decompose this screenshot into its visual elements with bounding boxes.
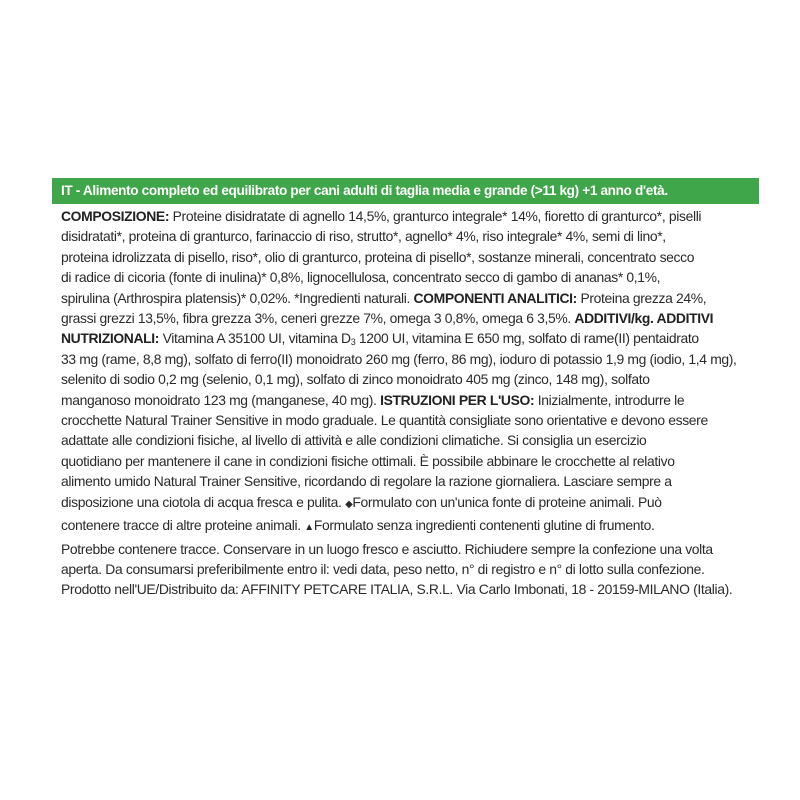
additives-heading-1: ADDITIVI/kg. ADDITIVI [574,310,714,327]
composition-line-3: proteina idrolizzata di pisello, riso*, olio di granturco, proteina di pisello*, sostanze minerali, concentrato secco [61,248,695,265]
additives-line-3: selenito di sodio 0,2 mg (selenio, 0,1 mg), solfato di zinco monoidrato 405 mg (zinco, 148 mg), solfato [61,371,650,388]
subscript-3: 3 [350,337,356,348]
composition-line-5 [61,288,759,308]
instructions-text-6b: Formulato con un'unica fonte di proteine animali. Può [352,493,662,510]
instructions-line-8: Potrebbe contenere tracce. Conservare in un luogo fresco e asciutto. Richiudere sempre la confezione una volta [61,540,713,557]
instructions-text-1: Inizialmente, introdurre le [534,391,685,408]
instructions-line-2: crocchette Natural Trainer Sensitive in modo graduale. Le quantità consigliate sono orientative e devono essere [61,412,708,429]
composition-text-5: spirulina (Arthrospira platensis)* 0,02%. *Ingredienti naturali. [61,289,414,306]
instructions-line-7 [61,515,759,538]
instructions-line-3: adattate alle condizioni fisiche, al livello di attività e alle condizioni climatiche. Si consiglia un esercizio [61,432,647,449]
additives-heading-2: NUTRIZIONALI: [61,330,160,347]
analytical-heading: COMPONENTI ANALITICI: [413,289,577,306]
additives-line-4 [61,390,759,410]
instructions-text-7a: contenere tracce di altre proteine animali. [61,517,305,534]
composition-line-4: di radice di cicoria (fonte di inulina)* 0,8%, lignocellulosa, concentrato secco di gambo di ananas* 0,1%, [61,269,661,286]
header-text: IT - Alimento completo ed equilibrato per cani adulti di taglia media e grande (>11 kg) +1 anno d'età. [61,183,668,198]
composition-text-1: Proteine disidratate di agnello 14,5%, granturco integrale* 14%, fioretto di granturco*, piselli [169,208,702,224]
instructions-line-9: aperta. Da consumarsi preferibilmente entro il: vedi data, peso netto, n° di registro e n° di lotto sulla confezione. [61,560,705,577]
composition-heading: COMPOSIZIONE: [61,208,170,224]
analytical-text-2: grassi grezzi 13,5%, fibra grezza 3%, ceneri grezze 7%, omega 3 0,8%, omega 6 3,5%. [61,310,575,327]
label-body [52,204,759,600]
product-label [52,178,759,600]
additives-line-1 [61,328,759,348]
triangle-icon: ▲ [304,522,314,534]
instructions-heading: ISTRUZIONI PER L'USO: [380,391,535,408]
additives-text-1b: 1200 UI, vitamina E 650 mg, solfato di rame(II) pentaidrato [355,330,699,347]
language-header [52,178,759,204]
additives-line-2: 33 mg (rame, 8,8 mg), solfato di ferro(II) monoidrato 260 mg (ferro, 86 mg), ioduro di potassio 1,9 mg (iodio, 1,4 mg), [61,350,737,367]
analytical-line-2 [61,308,759,328]
analytical-text-1: Proteina grezza 24%, [576,289,707,306]
instructions-text-7b: Formulato senza ingredienti contenenti glutine di frumento. [313,517,655,534]
additives-text-4: manganoso monoidrato 123 mg (manganese, 40 mg). [61,391,381,408]
additives-text-1a: Vitamina A 35100 UI, vitamina D [159,330,351,347]
instructions-line-5: alimento umido Natural Trainer Sensitive, ricordando di regolare la razione giornaliera. Lasciare sempre a [61,473,672,490]
instructions-text-6a: disposizione una ciotola di acqua fresca e pulita. [61,493,346,510]
producer-line: Prodotto nell'UE/Distribuito da: AFFINITY PETCARE ITALIA, S.R.L. Via Carlo Imbonati, 18 - 20159-MILANO (Italia). [61,581,733,598]
instructions-line-6 [61,492,759,515]
composition-line-2: disidratati*, proteina di granturco, farinaccio di riso, strutto*, agnello* 4%, riso integrale* 4%, semi di lino*, [61,228,666,245]
composition-line-1 [61,206,759,226]
instructions-line-4: quotidiano per mantenere il cane in condizioni fisiche ottimali. È possibile abbinare le crocchette al relativo [61,452,675,469]
diamond-icon: ◆ [345,498,353,510]
